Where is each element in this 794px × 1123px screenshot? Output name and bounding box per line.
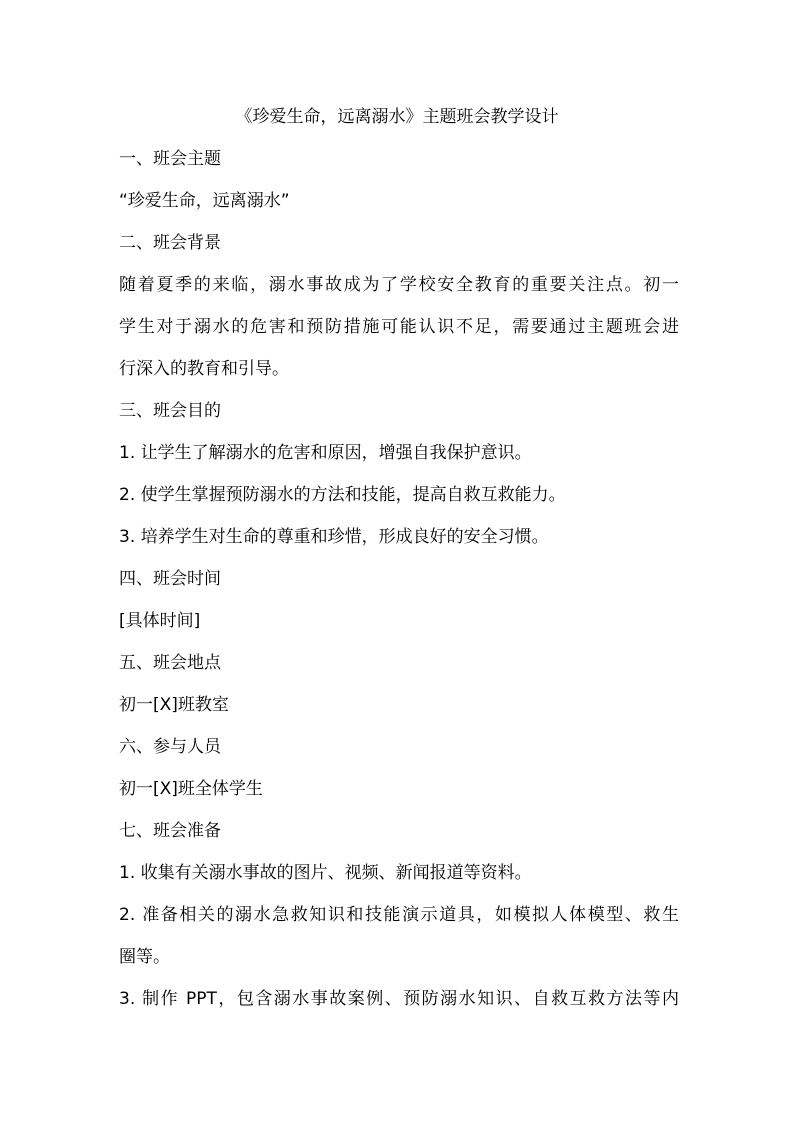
section-body-time: [具体时间]	[119, 611, 201, 631]
section-heading-background: 二、班会背景	[119, 233, 221, 253]
section-heading-preparation: 七、班会准备	[119, 821, 221, 841]
section-body-location: 初一[X]班教室	[119, 695, 229, 715]
section-heading-location: 五、班会地点	[119, 653, 221, 673]
section-body-theme: “珍爱生命，远离溺水”	[119, 191, 290, 211]
list-item: 2. 准备相关的溺水急救知识和技能演示道具，如模拟人体模型、救生	[119, 905, 679, 925]
paragraph-line: 随着夏季的来临，溺水事故成为了学校安全教育的重要关注点。初一	[119, 275, 679, 295]
list-item: 3. 制作 PPT，包含溺水事故案例、预防溺水知识、自救互救方法等内	[119, 989, 679, 1009]
section-body-participants: 初一[X]班全体学生	[119, 779, 263, 799]
paragraph-line: 圈等。	[119, 947, 170, 967]
list-item: 2. 使学生掌握预防溺水的方法和技能，提高自救互救能力。	[119, 485, 566, 505]
paragraph-line: 学生对于溺水的危害和预防措施可能认识不足，需要通过主题班会进	[119, 317, 679, 337]
section-heading-purpose: 三、班会目的	[119, 401, 221, 421]
section-heading-theme: 一、班会主题	[119, 149, 221, 169]
paragraph-line: 行深入的教育和引导。	[119, 359, 289, 379]
section-heading-time: 四、班会时间	[119, 569, 221, 589]
section-heading-participants: 六、参与人员	[119, 737, 221, 757]
document-title: 《珍爱生命，远离溺水》主题班会教学设计	[235, 107, 559, 127]
list-item: 3. 培养学生对生命的尊重和珍惜，形成良好的安全习惯。	[119, 527, 549, 547]
list-item: 1. 让学生了解溺水的危害和原因，增强自我保护意识。	[119, 443, 532, 463]
list-item: 1. 收集有关溺水事故的图片、视频、新闻报道等资料。	[119, 863, 532, 883]
